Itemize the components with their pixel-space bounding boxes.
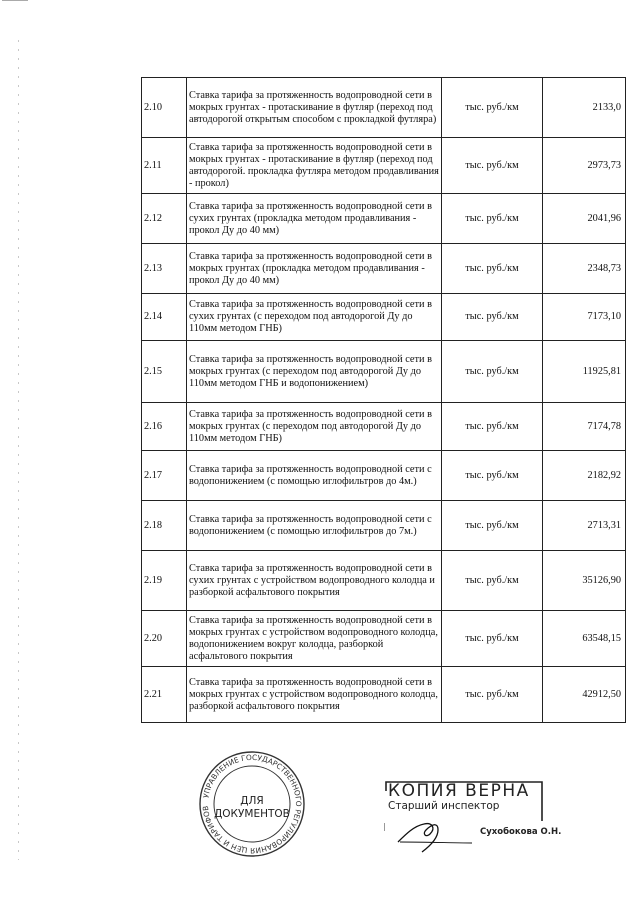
table-row xyxy=(142,451,626,501)
row-description: Ставка тарифа за протяженность водопроводной сети в мокрых грунтах с устройством водопроводного колодца, разборкой асфальтового покрытия xyxy=(187,667,442,723)
table-row xyxy=(142,294,626,341)
table-row xyxy=(142,194,626,244)
row-unit: тыс. руб./км xyxy=(442,341,543,403)
row-value: 63548,15 xyxy=(543,611,626,667)
tariff-table xyxy=(141,77,626,723)
binding-margin-dots xyxy=(18,40,19,860)
row-value: 2973,73 xyxy=(543,138,626,194)
copy-certified-title: КОПИЯ ВЕРНА xyxy=(388,781,530,801)
row-value: 7173,10 xyxy=(543,294,626,341)
row-value: 7174,78 xyxy=(543,403,626,451)
inspector-position: Старший инспектор xyxy=(388,800,500,812)
row-unit: тыс. руб./км xyxy=(442,138,543,194)
row-value: 2348,73 xyxy=(543,244,626,294)
row-description: Ставка тарифа за протяженность водопроводной сети в мокрых грунтах (прокладка методом продавливания - прокол Ду до 40 мм) xyxy=(187,244,442,294)
row-number: 2.12 xyxy=(142,194,187,244)
row-unit: тыс. руб./км xyxy=(442,451,543,501)
row-description: Ставка тарифа за протяженность водопроводной сети с водопонижением (с помощью иглофильтров до 7м.) xyxy=(187,501,442,551)
row-description: Ставка тарифа за протяженность водопроводной сети в сухих грунтах (с переходом под автодорогой Ду до 110мм методом ГНБ) xyxy=(187,294,442,341)
row-unit: тыс. руб./км xyxy=(442,501,543,551)
row-number: 2.20 xyxy=(142,611,187,667)
row-unit: тыс. руб./км xyxy=(442,294,543,341)
row-unit: тыс. руб./км xyxy=(442,667,543,723)
row-number: 2.14 xyxy=(142,294,187,341)
row-number: 2.19 xyxy=(142,551,187,611)
table-row xyxy=(142,551,626,611)
table-row xyxy=(142,667,626,723)
row-number: 2.18 xyxy=(142,501,187,551)
row-description: Ставка тарифа за протяженность водопроводной сети в мокрых грунтах (с переходом под автодорогой Ду до 110мм методом ГНБ) xyxy=(187,403,442,451)
row-unit: тыс. руб./км xyxy=(442,551,543,611)
row-number: 2.17 xyxy=(142,451,187,501)
table-row xyxy=(142,244,626,294)
handwritten-signature xyxy=(392,812,472,856)
seal-center-line2: ДОКУМЕНТОВ xyxy=(214,808,290,820)
row-description: Ставка тарифа за протяженность водопроводной сети с водопонижением (с помощью иглофильтров до 4м.) xyxy=(187,451,442,501)
row-number: 2.21 xyxy=(142,667,187,723)
row-value: 35126,90 xyxy=(543,551,626,611)
table-row xyxy=(142,501,626,551)
row-number: 2.13 xyxy=(142,244,187,294)
row-number: 2.16 xyxy=(142,403,187,451)
row-value: 2133,0 xyxy=(543,78,626,138)
row-description: Ставка тарифа за протяженность водопроводной сети в мокрых грунтах - протаскивание в футляр (переход под автодорогой открытым способом с прокладкой футляра) xyxy=(187,78,442,138)
row-value: 2041,96 xyxy=(543,194,626,244)
row-unit: тыс. руб./км xyxy=(442,403,543,451)
row-unit: тыс. руб./км xyxy=(442,611,543,667)
row-description: Ставка тарифа за протяженность водопроводной сети в мокрых грунтах с устройством водопроводного колодца, водопонижением вокруг колодца, разборкой асфальтового покрытия xyxy=(187,611,442,667)
row-description: Ставка тарифа за протяженность водопроводной сети в сухих грунтах с устройством водопроводного колодца и разборкой асфальтового покрытия xyxy=(187,551,442,611)
row-value: 11925,81 xyxy=(543,341,626,403)
row-unit: тыс. руб./км xyxy=(442,194,543,244)
row-description: Ставка тарифа за протяженность водопроводной сети в сухих грунтах (прокладка методом продавливания - прокол Ду до 40 мм) xyxy=(187,194,442,244)
row-number: 2.10 xyxy=(142,78,187,138)
row-description: Ставка тарифа за протяженность водопроводной сети в мокрых грунтах - протаскивание в футляр (переход под автодорогой. прокладка футляра методом продавливания - прокол) xyxy=(187,138,442,194)
row-value: 2182,92 xyxy=(543,451,626,501)
row-unit: тыс. руб./км xyxy=(442,78,543,138)
tariff-table-body xyxy=(142,78,626,723)
row-unit: тыс. руб./км xyxy=(442,244,543,294)
row-value: 42912,50 xyxy=(543,667,626,723)
table-row xyxy=(142,138,626,194)
table-row xyxy=(142,78,626,138)
table-row xyxy=(142,403,626,451)
inspector-name: Сухобокова О.Н. xyxy=(480,827,562,837)
table-row xyxy=(142,341,626,403)
seal-center-line1: ДЛЯ xyxy=(240,795,264,807)
seal-ring-text: УПРАВЛЕНИЕ ГОСУДАРСТВЕННОГО РЕГУЛИРОВАНИЯ ЦЕН И ТАРИФОВ xyxy=(200,752,304,856)
table-row xyxy=(142,611,626,667)
round-seal-stamp xyxy=(198,750,306,858)
row-value: 2713,31 xyxy=(543,501,626,551)
scan-edge-mark xyxy=(2,0,28,4)
row-number: 2.15 xyxy=(142,341,187,403)
row-description: Ставка тарифа за протяженность водопроводной сети в мокрых грунтах (с переходом под автодорогой Ду до 110мм методом ГНБ и водопонижением) xyxy=(187,341,442,403)
row-number: 2.11 xyxy=(142,138,187,194)
